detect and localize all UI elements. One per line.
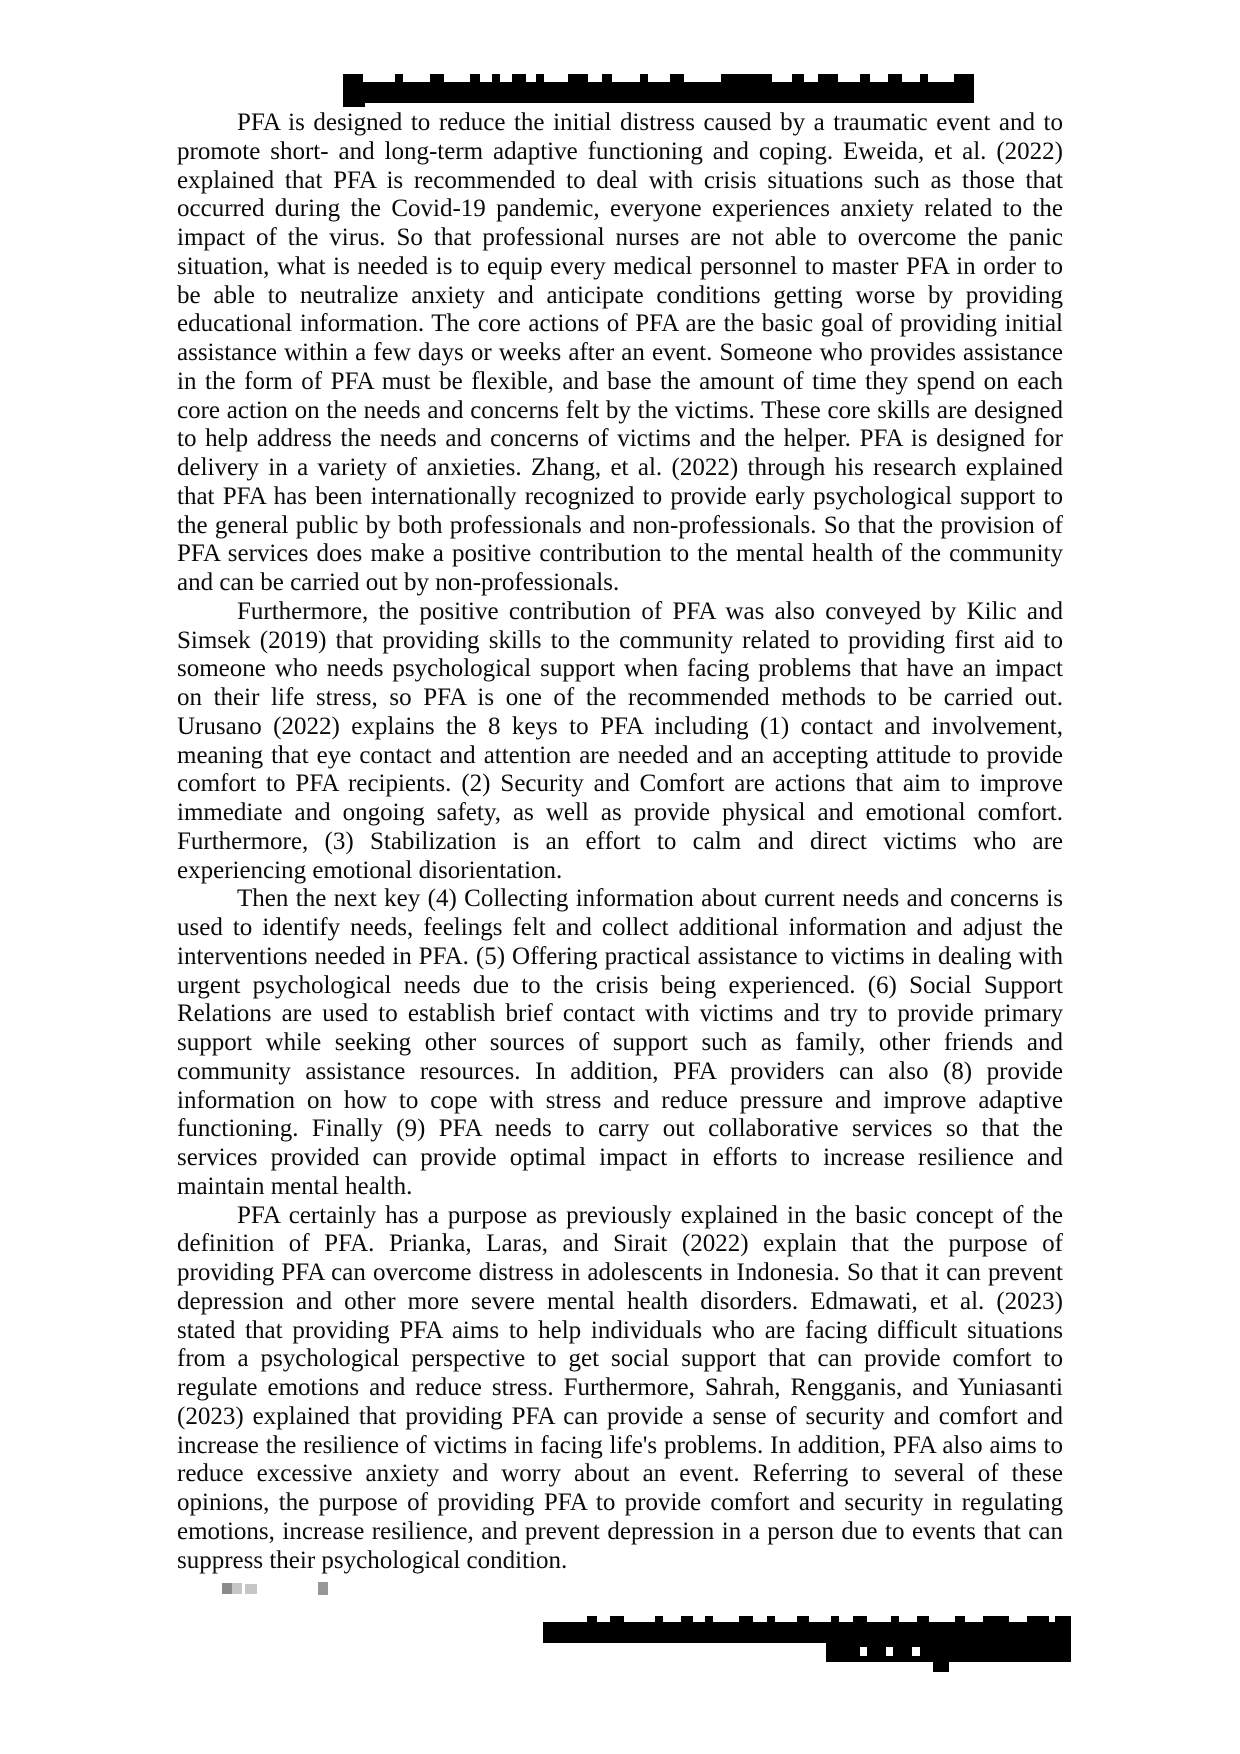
redacted-header-bar [340,71,980,109]
paragraph-2: Furthermore, the positive contribution of PFA was also conveyed by Kilic and Simsek (2019) that providing skills to the community related to providing first aid to someone who needs psychological support when facing problems that have an impact on their life stress, so PFA is one of the recommended methods to be carried out. Urusano (2022) explains the 8 keys to PFA including (1) contact and involvement, meaning that eye contact and attention are needed and an accepting attitude to provide comfort to PFA recipients. (2) Security and Comfort are actions that aim to improve immediate and ongoing safety, as well as provide physical and emotional comfort. Furthermore, (3) Stabilization is an effort to calm and direct victims who are experiencing emotional disorientation. [177,597,1063,884]
annotation-mark-1 [222,1583,232,1594]
redaction-segments [543,1616,1071,1672]
body-text [177,109,1063,1575]
annotation-mark-3 [318,1582,328,1595]
redaction-segments [343,74,974,107]
annotation-mark-1b [232,1583,242,1594]
redacted-footer-bar [535,1614,1075,1676]
annotation-mark-2 [245,1584,257,1594]
paragraph-1: PFA is designed to reduce the initial distress caused by a traumatic event and to promote short- and long-term adaptive functioning and coping. Eweida, et al. (2022) explained that PFA is recommended to deal with crisis situations such as those that occurred during the Covid-19 pandemic, everyone experiences anxiety related to the impact of the virus. So that professional nurses are not able to overcome the panic situation, what is needed is to equip every medical personnel to master PFA in order to be able to neutralize anxiety and anticipate conditions getting worse by providing educational information. The core actions of PFA are the basic goal of providing initial assistance within a few days or weeks after an event. Someone who provides assistance in the form of PFA must be flexible, and base the amount of time they spend on each core action on the needs and concerns felt by the victims. These core skills are designed to help address the needs and concerns of victims and the helper. PFA is designed for delivery in a variety of anxieties. Zhang, et al. (2022) through his research explained that PFA has been internationally recognized to provide early psychological support to the general public by both professionals and non-professionals. So that the provision of PFA services does make a positive contribution to the mental health of the community and can be carried out by non-professionals. [177,109,1063,596]
paragraph-4: PFA certainly has a purpose as previously explained in the basic concept of the definition of PFA. Prianka, Laras, and Sirait (2022) explain that the purpose of providing PFA can overcome distress in adolescents in Indonesia. So that it can prevent depression and other more severe mental health disorders. Edmawati, et al. (2023) stated that providing PFA aims to help individuals who are facing difficult situations from a psychological perspective to get social support that can provide comfort to regulate emotions and reduce stress. Furthermore, Sahrah, Rengganis, and Yuniasanti (2023) explained that providing PFA can provide a sense of security and comfort and increase the resilience of victims in facing life's problems. In addition, PFA also aims to reduce excessive anxiety and worry about an event. Referring to several of these opinions, the purpose of providing PFA to provide comfort and security in regulating emotions, increase resilience, and prevent depression in a person due to events that can suppress their psychological condition. [177,1201,1063,1574]
paragraph-3: Then the next key (4) Collecting information about current needs and concerns is used to identify needs, feelings felt and collect additional information and adjust the interventions needed in PFA. (5) Offering practical assistance to victims in dealing with urgent psychological needs due to the crisis being experienced. (6) Social Support Relations are used to establish brief contact with victims and try to provide primary support while seeking other sources of support such as family, other friends and community assistance resources. In addition, PFA providers can also (8) provide information on how to cope with stress and reduce pressure and improve adaptive functioning. Finally (9) PFA needs to carry out collaborative services so that the services provided can provide optimal impact in efforts to increase resilience and maintain mental health. [177,885,1063,1200]
